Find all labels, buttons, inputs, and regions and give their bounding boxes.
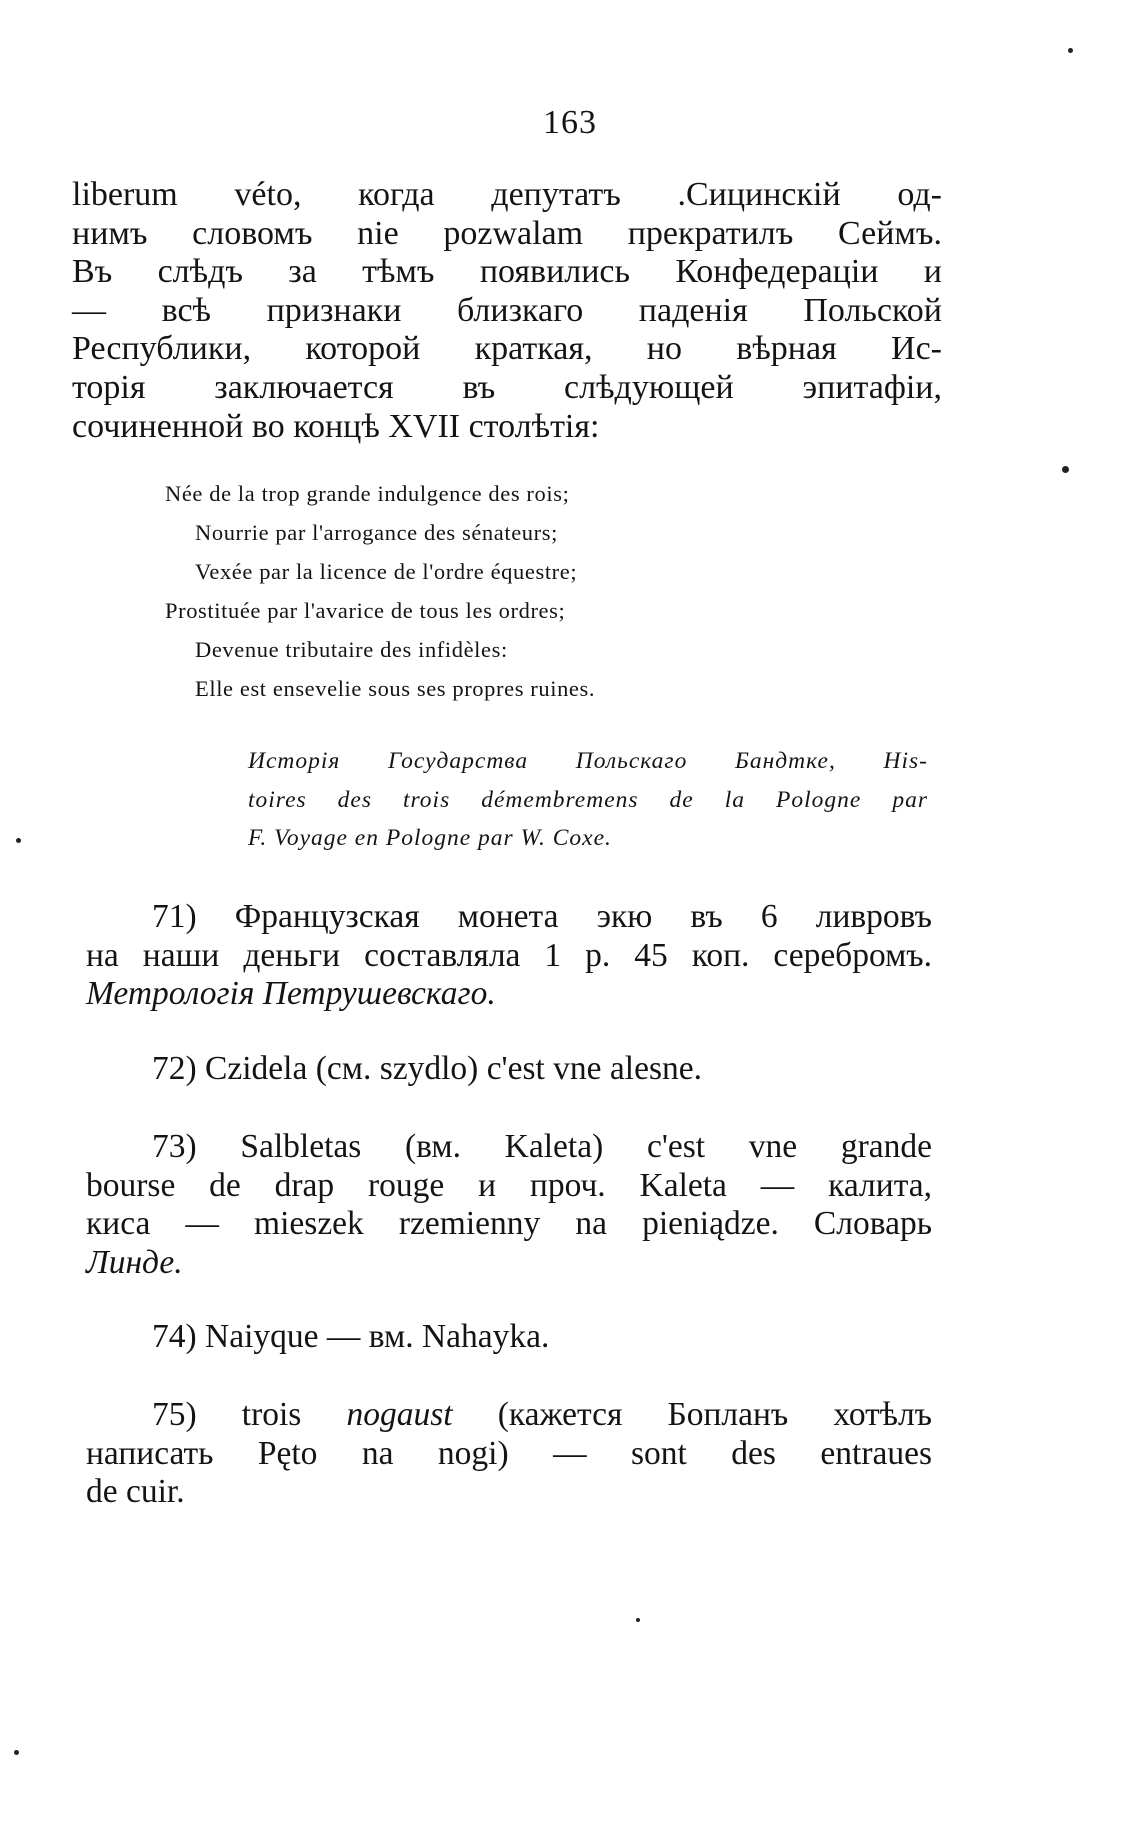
footnote-74 xyxy=(86,1318,932,1357)
note-75-number: 75) trois xyxy=(152,1396,302,1433)
main-line-5: Республики, которой краткая, но вѣрная Ис- xyxy=(72,330,942,368)
epitaph-poem xyxy=(165,474,785,708)
note-71-line-2: на наши деньги составляла 1 р. 45 коп. серебромъ. xyxy=(86,936,932,974)
poem-line-5: Devenue tributaire des infidèles: xyxy=(195,637,508,662)
source-citation xyxy=(248,742,928,858)
footnote-75 xyxy=(86,1396,932,1512)
note-75-line-1 xyxy=(86,1396,932,1435)
citation-line-2: toires des trois démembremens de la Pologne par xyxy=(248,786,928,813)
note-72-line-1: 72) Czidela (см. szydlo) c'est vne alesne. xyxy=(152,1050,703,1087)
footnote-73 xyxy=(86,1128,932,1282)
ink-speck xyxy=(1062,466,1069,473)
note-73-line-4: Линде. xyxy=(86,1243,183,1281)
ink-speck xyxy=(636,1618,640,1622)
ink-speck xyxy=(1068,48,1073,53)
note-73-line-1: 73) Salbletas (вм. Kaleta) c'est vne grande xyxy=(152,1128,932,1165)
main-line-6: торія заключается въ слѣдующей эпитафіи, xyxy=(72,368,942,406)
note-75-line-1-rest: (кажется Бопланъ хотѣлъ xyxy=(497,1396,933,1433)
main-line-2: нимъ словомъ nie pozwalam прекратилъ Сеймъ. xyxy=(72,214,942,252)
main-paragraph xyxy=(72,176,942,446)
main-line-4: — всѣ признаки близкаго паденія Польской xyxy=(72,291,942,329)
footnote-71 xyxy=(86,898,932,1014)
note-74-line-1: 74) Naiyque — вм. Nahayka. xyxy=(152,1318,550,1355)
ink-speck xyxy=(14,1750,19,1755)
note-75-line-2: написать Pęto na nogi) — sont des entraues xyxy=(86,1434,932,1472)
note-71-line-3: Метрологія Петрушевскаго. xyxy=(86,975,496,1013)
poem-line-2: Nourrie par l'arrogance des sénateurs; xyxy=(195,520,558,545)
note-71-line-1: 71) Французская монета экю въ 6 ливровъ xyxy=(152,898,932,935)
poem-line-6: Elle est ensevelie sous ses propres ruines. xyxy=(195,676,596,701)
poem-line-3: Vexée par la licence de l'ordre équestre; xyxy=(195,559,578,584)
main-line-7: сочиненной во концѣ XVII столѣтія: xyxy=(72,407,600,445)
citation-line-3: F. Voyage en Pologne par W. Coxe. xyxy=(248,825,612,851)
note-73-line-3: киса — mieszek rzemienny na pieniądze. Словарь xyxy=(86,1205,932,1243)
main-line-3: Въ слѣдъ за тѣмъ появились Конфедераціи и xyxy=(72,253,942,291)
poem-line-1: Née de la trop grande indulgence des rois; xyxy=(165,481,570,506)
footnote-72 xyxy=(86,1050,932,1089)
note-73-line-2: bourse de drap rouge и проч. Kaleta — калита, xyxy=(86,1166,932,1204)
ink-speck xyxy=(16,838,21,843)
page-number: 163 xyxy=(543,104,597,141)
citation-line-1: Исторія Государства Польскаго Бандтке, His- xyxy=(248,748,928,774)
note-75-line-3: de cuir. xyxy=(86,1473,185,1511)
main-line-1: liberum véto, когда депутатъ .Сицинскій од- xyxy=(72,176,942,213)
poem-line-4: Prostituée par l'avarice de tous les ordres; xyxy=(165,598,566,623)
note-75-italic-word: nogaust xyxy=(346,1396,453,1433)
